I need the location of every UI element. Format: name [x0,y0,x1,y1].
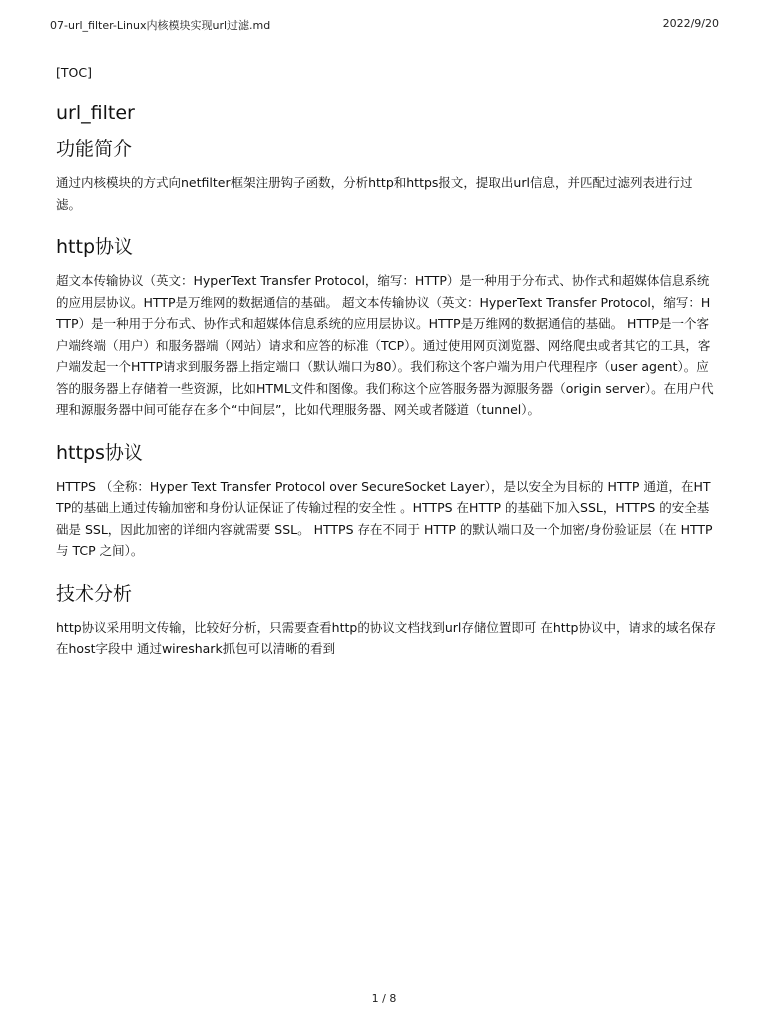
section-text-intro: 通过内核模块的方式向netfilter框架注册钩子函数，分析http和https报文，提取出url信息，并匹配过滤列表进行过滤。 [56,175,693,212]
print-date: 2022/9/20 [662,17,719,30]
section-heading-https: https协议 [56,441,143,464]
section-heading-intro: 功能简介 [56,138,133,160]
document-filename: 07-url_filter-Linux内核模块实现url过滤.md [50,19,271,32]
document-body [56,64,716,679]
section-heading-analysis: 技术分析 [56,582,133,605]
section-text-https: HTTPS （全称：Hyper Text Transfer Protocol over SecureSocket Layer），是以安全为目标的 HTTP 通道，在HTTP的基础上通过传输加密和身份认证保证了传输过程的安全性 。HTTPS 在HTTP 的基础下加入SSL，HTTPS 的安全基础是 SSL，因此加密的详细内容就需要 SSL。 HTTPS 存在不同于 HTTP 的默认端口及一个加密/身份验证层（在 HTTP与 TCP 之间）。 [56,478,713,558]
document-title: url_filter [56,102,135,124]
section-text-analysis: http协议采用明文传输，比较好分析，只需要查看http的协议文档找到url存储位置即可 在http协议中，请求的域名保存在host字段中 通过wireshark抓包可以清晰的看到 [56,619,716,656]
toc-marker: [TOC] [56,65,92,80]
page-number: 1 / 8 [371,992,397,1005]
section-text-http: 超文本传输协议（英文：HyperText Transfer Protocol，缩写：HTTP）是一种用于分布式、协作式和超媒体信息系统的应用层协议。HTTP是万维网的数据通信的基础。 超文本传输协议（英文：HyperText Transfer Protocol，缩写：HTTP）是一种用于分布式、协作式和超媒体信息系统的应用层协议。HTTP是万维网的数据通信的基础。 HTTP是一个客户端终端（用户）和服务器端（网站）请求和应答的标准（TCP）。通过使用网页浏览器、网络爬虫或者其它的工具，客户端发起一个HTTP请求到服务器上指定端口（默认端口为80）。我们称这个客户端为用户代理程序（user agent）。应答的服务器上存储着一些资源，比如HTML文件和图像。我们称这个应答服务器为源服务器（origin server）。在用户代理和源服务器中间可能存在多个“中间层”，比如代理服务器、网关或者隧道（tunnel）。 [56,273,714,417]
section-heading-http: http协议 [56,236,134,258]
